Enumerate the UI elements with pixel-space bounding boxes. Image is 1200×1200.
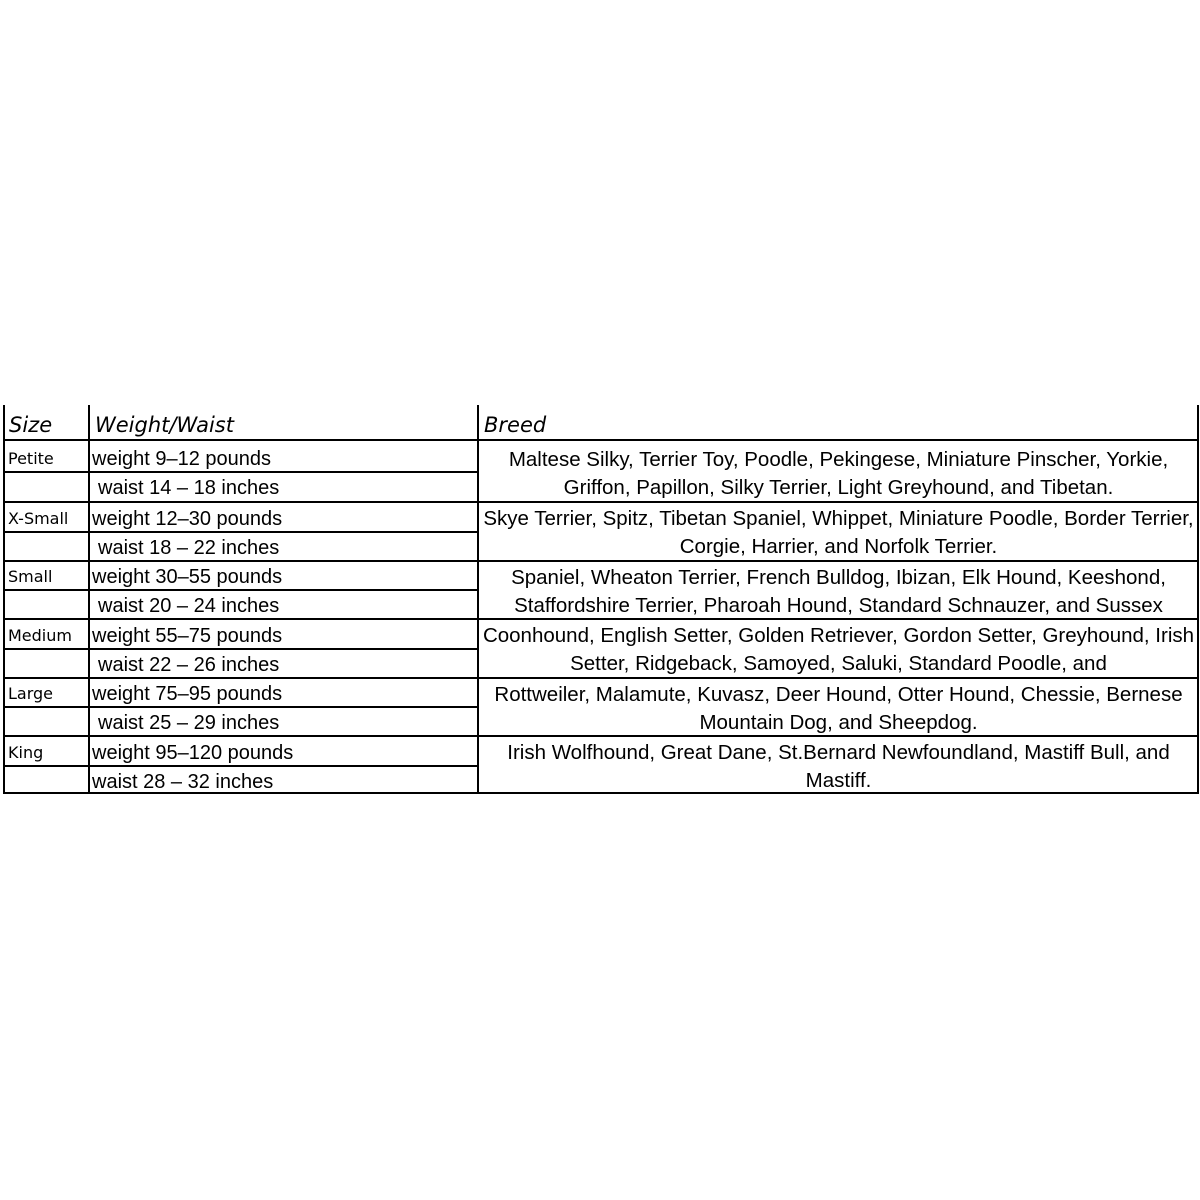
- weight-value: weight 12–30 pounds: [92, 508, 283, 530]
- sub-row-rule: [3, 589, 479, 591]
- waist-value: waist 25 – 29 inches: [98, 712, 280, 734]
- header-rule: [3, 439, 1199, 441]
- header-weight-waist: Weight/Waist: [95, 413, 234, 437]
- size-label: Petite: [8, 449, 54, 468]
- sub-row-rule: [3, 765, 479, 767]
- breed-cell: [480, 563, 1197, 621]
- breed-text: Skye Terrier, Spitz, Tibetan Spaniel, Whippet, Miniature Poodle, Border Terrier, Corgie, Harrier, and Norfolk Terrier.: [483, 507, 1194, 558]
- waist-value: waist 20 – 24 inches: [98, 595, 280, 617]
- breed-text: Coonhound, English Setter, Golden Retriever, Gordon Setter, Greyhound, Irish Setter, Ridgeback, Samoyed, Saluki, Standard Poodle, and: [482, 624, 1195, 675]
- size-label: Large: [8, 684, 54, 703]
- weight-value: weight 9–12 pounds: [92, 448, 272, 470]
- weight-value: weight 75–95 pounds: [92, 683, 283, 705]
- header-size: Size: [9, 413, 53, 437]
- size-chart-table: [3, 405, 1199, 794]
- weight-value: weight 55–75 pounds: [92, 625, 283, 647]
- breed-text: Maltese Silky, Terrier Toy, Poodle, Pekingese, Miniature Pinscher, Yorkie, Griffon, Papillon, Silky Terrier, Light Greyhound, and Tibetan.: [508, 448, 1169, 499]
- sub-row-rule: [3, 706, 479, 708]
- breed-cell: [480, 445, 1197, 503]
- weight-value: weight 30–55 pounds: [92, 566, 283, 588]
- sub-row-rule: [3, 648, 479, 650]
- breed-text: Rottweiler, Malamute, Kuvasz, Deer Hound, Otter Hound, Chessie, Bernese Mountain Dog, and Sheepdog.: [494, 683, 1183, 734]
- breed-text: Spaniel, Wheaton Terrier, French Bulldog, Ibizan, Elk Hound, Keeshond, Staffordshire Terrier, Pharoah Hound, Standard Schnauzer, and Sussex: [511, 566, 1166, 617]
- weight-value: weight 95–120 pounds: [92, 742, 294, 764]
- breed-cell: [480, 738, 1197, 796]
- breed-cell: [480, 621, 1197, 679]
- waist-value: waist 18 – 22 inches: [98, 537, 280, 559]
- size-label: Small: [8, 567, 53, 586]
- size-label: King: [8, 743, 44, 762]
- waist-value: waist 28 – 32 inches: [92, 771, 274, 793]
- breed-cell: [480, 504, 1197, 562]
- breed-cell: [480, 680, 1197, 738]
- sub-row-rule: [3, 531, 479, 533]
- waist-value: waist 22 – 26 inches: [98, 654, 280, 676]
- header-breed: Breed: [484, 413, 547, 437]
- waist-value: waist 14 – 18 inches: [98, 477, 280, 499]
- size-label: X-Small: [8, 509, 69, 528]
- size-label: Medium: [8, 626, 72, 645]
- breed-text: Irish Wolfhound, Great Dane, St.Bernard Newfoundland, Mastiff Bull, and Mastiff.: [507, 741, 1170, 792]
- sub-row-rule: [3, 471, 479, 473]
